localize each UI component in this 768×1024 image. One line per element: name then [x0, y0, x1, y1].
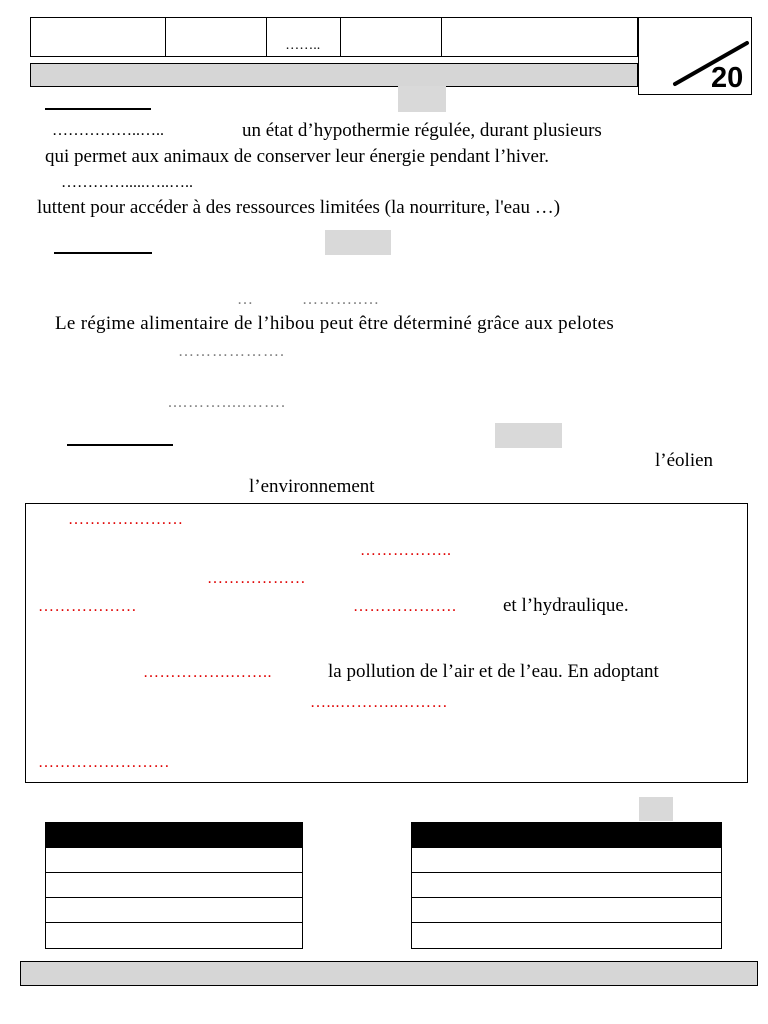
energy-blank-2: …………….. [360, 542, 452, 559]
left-answer-table [45, 822, 303, 949]
right-table-header [412, 823, 721, 847]
part2-sentence: Le régime alimentaire de l’hibou peut être déterminé grâce aux pelotes [55, 313, 615, 334]
part3-heading-underline [67, 444, 173, 446]
energy-blank-7: …...………..……… [310, 694, 448, 711]
energy-text-pollution: la pollution de l’air et de l’eau. En adoptant [328, 661, 659, 682]
part4-points-tag [639, 797, 673, 821]
energy-blank-5: ………………. [353, 598, 457, 615]
header-cell-2 [166, 18, 268, 56]
left-table-header [46, 823, 302, 847]
part2-heading-underline [54, 252, 152, 254]
table-row [46, 847, 302, 872]
table-row [46, 897, 302, 922]
energy-blank-3: ……………… [207, 570, 306, 587]
right-answer-table [411, 822, 722, 949]
part3-word-eolien: l’éolien [655, 450, 714, 471]
part2-blank-a: … [237, 291, 254, 308]
table-row [46, 872, 302, 897]
header-cell-dots: …….. [285, 38, 321, 53]
part1-line-2: qui permet aux animaux de conserver leur énergie pendant l’hiver. [45, 146, 550, 167]
part1-heading-underline [45, 108, 151, 110]
part2-blank-b: ………..… [302, 291, 380, 308]
table-row [412, 872, 721, 897]
footer-bar [20, 961, 758, 986]
energy-blank-1: ………………… [68, 511, 184, 528]
header-cell-5 [442, 18, 637, 56]
energy-blank-8: …………………… [38, 754, 170, 771]
part2-blank-c: ………………. [178, 343, 285, 360]
table-row [412, 922, 721, 947]
part1-line-1: un état d’hypothermie régulée, durant plusieurs [242, 120, 602, 141]
part2-points-tag [325, 230, 391, 255]
table-row [412, 897, 721, 922]
part1-points-tag [398, 86, 446, 112]
part1-line-4: luttent pour accéder à des ressources limitées (la nourriture, l'eau …) [37, 197, 561, 218]
part3-word-environnement: l’environnement [249, 476, 375, 497]
energy-blank-6: …………….…….. [143, 664, 272, 681]
header-cell-1 [31, 18, 166, 56]
part1-blank-1: ……………..….. [52, 122, 164, 139]
part2-blank-d: ....…….....……. [168, 394, 286, 411]
header-cell-4 [341, 18, 442, 56]
energy-blank-4: ……………… [38, 598, 137, 615]
header-info-table [30, 17, 638, 57]
score-total: 20 [711, 62, 744, 94]
part3-points-tag [495, 423, 562, 448]
table-row [46, 922, 302, 947]
energy-text-hydraulique: et l’hydraulique. [503, 595, 629, 616]
part1-blank-2: ………….....…..….. [61, 174, 193, 191]
header-title-bar [30, 63, 638, 87]
header-cell-3 [267, 18, 341, 56]
table-row [412, 847, 721, 872]
